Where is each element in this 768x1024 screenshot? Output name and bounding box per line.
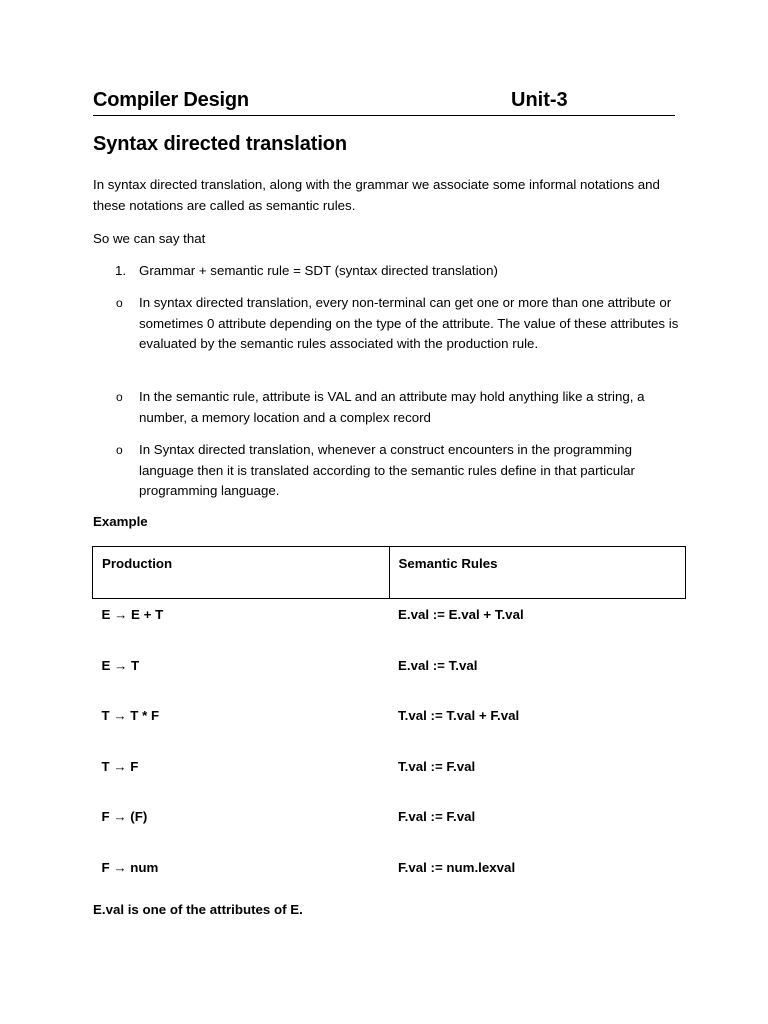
table-row [93, 801, 686, 852]
table-row [93, 599, 686, 650]
list-item-text: Grammar + semantic rule = SDT (syntax directed translation) [139, 263, 498, 278]
bullet-icon: o [116, 443, 123, 457]
list-item-text: In the semantic rule, attribute is VAL and an attribute may hold anything like a string, a number, a memory location and a complex record [139, 389, 645, 425]
semantic-rule-cell: E.val := T.val [398, 657, 478, 673]
unit-label: Unit-3 [511, 89, 568, 111]
intro-paragraph: In syntax directed translation, along with the grammar we associate some informal notations and these notations are called as semantic rules. [93, 177, 660, 213]
production-cell: E → T [101, 657, 140, 673]
semantic-rule-cell: F.val := num.lexval [398, 859, 516, 875]
table-header-row [93, 547, 686, 599]
bullet-icon: o [116, 296, 123, 310]
semantic-rule-cell: F.val := F.val [398, 809, 476, 825]
table-row [93, 650, 686, 701]
production-cell: T → T * F [101, 708, 160, 724]
column-header-semantic-rules: Semantic Rules [389, 547, 686, 599]
table-row [93, 751, 686, 802]
table-row [93, 700, 686, 751]
lead-in-text: So we can say that [93, 231, 206, 246]
semantic-rule-cell: T.val := F.val [398, 758, 476, 774]
bullet-icon: o [116, 390, 123, 404]
sdt-table [92, 546, 686, 903]
production-cell: F → (F) [101, 809, 148, 825]
course-title: Compiler Design [93, 89, 249, 111]
column-header-production: Production [93, 547, 390, 599]
section-title: Syntax directed translation [93, 133, 348, 155]
example-label: Example [93, 514, 148, 529]
semantic-rule-cell: T.val := T.val + F.val [398, 708, 520, 724]
production-cell: E → E + T [101, 607, 164, 622]
list-item-text: In Syntax directed translation, whenever a construct encounters in the programming language then it is translated according to the semantic rules define in that particular programming language. [139, 442, 635, 498]
semantic-rule-cell: E.val := E.val + T.val [398, 607, 524, 622]
attribute-note: E.val is one of the attributes of E. [93, 902, 303, 917]
list-number: 1. [115, 263, 127, 278]
page-header [93, 88, 675, 116]
production-cell: F → num [101, 859, 159, 875]
table-row [93, 852, 686, 903]
list-item-text: In syntax directed translation, every non-terminal can get one or more than one attribute or sometimes 0 attribute depending on the type of the attribute. The value of these attributes is evaluated by the semantic rules associated with the production rule. [139, 295, 679, 351]
production-cell: T → F [101, 758, 139, 774]
